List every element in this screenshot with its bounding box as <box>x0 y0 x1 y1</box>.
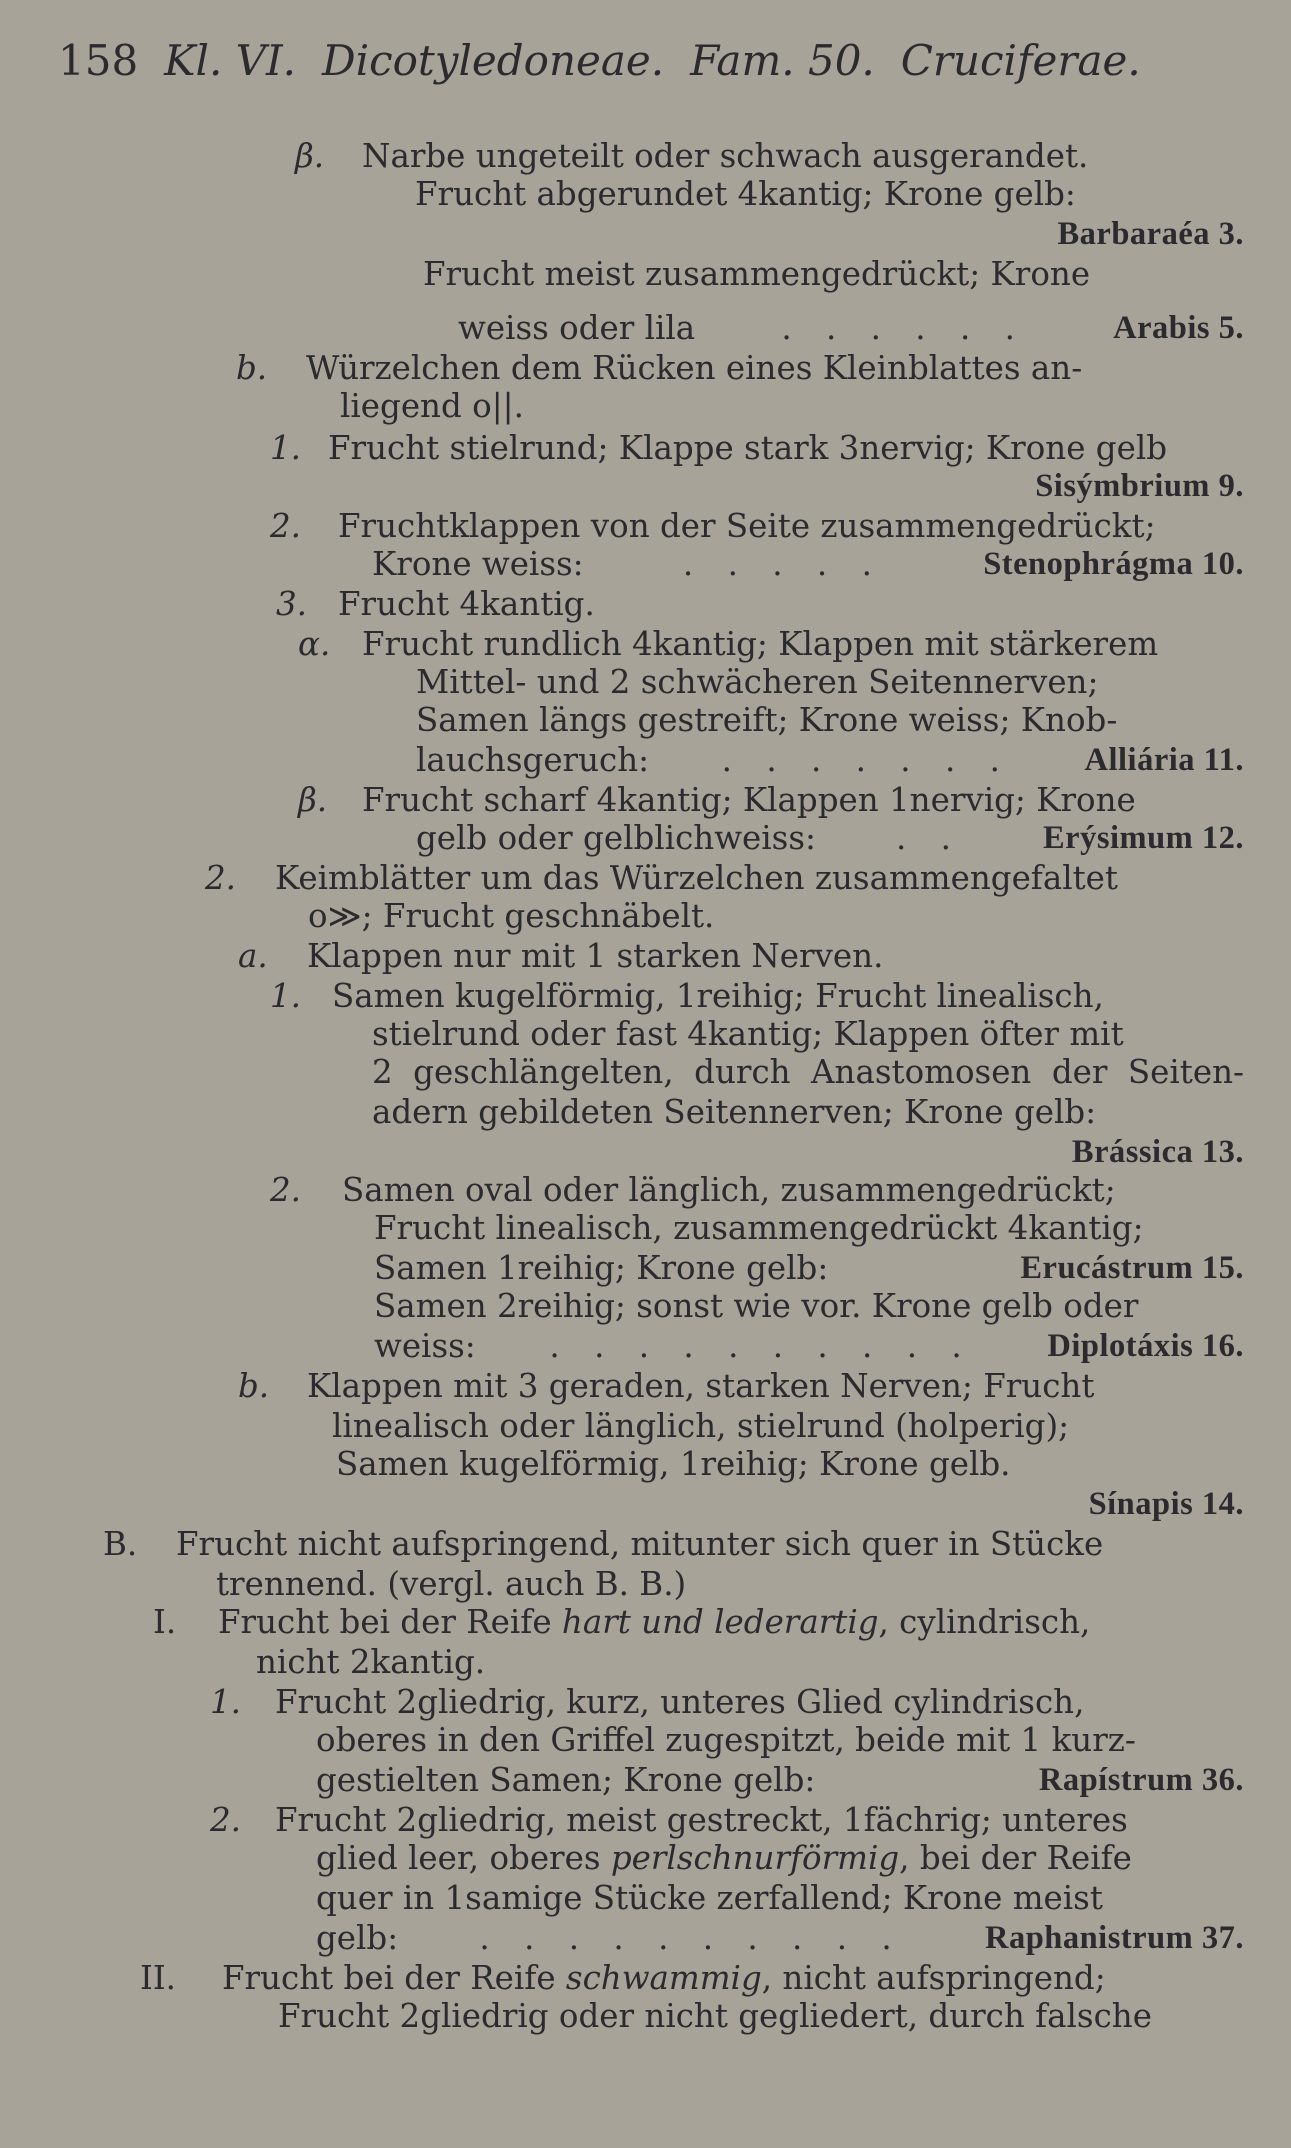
key-line: Samen oval oder länglich, zusammengedrückt; <box>342 1171 1116 1209</box>
key-label: b. <box>236 349 268 387</box>
key-label: 2. <box>270 507 302 545</box>
key-label: I. <box>153 1603 177 1641</box>
key-line: Frucht nicht aufspringend, mitunter sich quer in Stücke <box>176 1525 1104 1563</box>
key-line: Samen 2reihig; sonst wie vor. Krone gelb oder <box>374 1287 1139 1325</box>
key-line: Frucht abgerundet 4kantig; Krone gelb: <box>415 175 1076 213</box>
key-line: Frucht stielrund; Klappe stark 3nervig; Krone gelb <box>328 429 1168 467</box>
genus-name: Raphanistrum 37. <box>984 1920 1244 1956</box>
key-label: b. <box>238 1367 270 1405</box>
genus-name: Stenophrágma 10. <box>983 546 1244 582</box>
genus-name: Brássica 13. <box>1071 1134 1244 1170</box>
leader-dots: . . . . . . . <box>721 741 1012 779</box>
key-line: Frucht 2gliedrig, meist gestreckt, 1fächrig; unteres <box>275 1801 1128 1839</box>
line-text: Frucht bei der Reife <box>218 1603 562 1641</box>
key-line: quer in 1samige Stücke zerfallend; Krone meist <box>316 1879 1103 1917</box>
page-number: 158 <box>58 36 139 85</box>
line-text: , cylindrisch, <box>878 1603 1091 1641</box>
header-division: Dicotyledoneae. <box>321 36 665 85</box>
key-line: Mittel- und 2 schwächeren Seitennerven; <box>416 663 1099 701</box>
key-line: gelb oder gelblichweiss: <box>416 819 816 857</box>
leader-dots: . . . . . . <box>781 309 1027 347</box>
key-line: Samen 1reihig; Krone gelb: <box>374 1249 829 1287</box>
genus-name: Erýsimum 12. <box>1043 820 1244 856</box>
key-line: Fruchtklappen von der Seite zusammengedrückt; <box>338 507 1156 545</box>
key-line <box>316 1839 1132 1877</box>
key-line: Narbe ungeteilt oder schwach ausgerandet. <box>362 137 1089 175</box>
key-line: Frucht linealisch, zusammengedrückt 4kantig; <box>374 1209 1144 1247</box>
key-label: β. <box>295 137 325 175</box>
key-label: 1. <box>270 977 302 1015</box>
key-line: adern gebildeten Seitennerven; Krone gelb: <box>372 1093 1097 1131</box>
key-line <box>222 1959 1106 1997</box>
key-label: B. <box>103 1525 138 1563</box>
genus-name: Arabis 5. <box>1113 310 1244 346</box>
key-line: Frucht scharf 4kantig; Klappen 1nervig; Krone <box>362 781 1136 819</box>
key-line: o≫; Frucht geschnäbelt. <box>308 897 715 935</box>
key-line: gelb: <box>316 1919 399 1957</box>
line-text: , nicht aufspringend; <box>761 1959 1106 1997</box>
key-line: Samen kugelförmig, 1reihig; Frucht linealisch, <box>332 977 1104 1015</box>
key-label: 2. <box>205 859 237 897</box>
key-line: oberes in den Griffel zugespitzt, beide mit 1 kurz- <box>316 1721 1136 1759</box>
key-line: linealisch oder länglich, stielrund (holperig); <box>332 1407 1070 1445</box>
key-label: II. <box>140 1959 177 1997</box>
key-line: Klappen mit 3 geraden, starken Nerven; Frucht <box>307 1367 1095 1405</box>
key-line: Samen kugelförmig, 1reihig; Krone gelb. <box>336 1445 1011 1483</box>
key-label: β. <box>298 781 328 819</box>
key-line: weiss oder lila <box>458 309 696 347</box>
key-line <box>218 1603 1091 1641</box>
key-label: 2. <box>210 1801 242 1839</box>
line-text: Frucht bei der Reife <box>222 1959 566 1997</box>
header-family-name: Cruciferae. <box>900 36 1141 85</box>
genus-name: Erucástrum 15. <box>1020 1250 1244 1286</box>
line-italic: hart und lederartig <box>561 1603 879 1641</box>
key-label: 2. <box>270 1171 302 1209</box>
genus-name: Alliária 11. <box>1084 742 1244 778</box>
key-line: liegend o||. <box>340 387 524 425</box>
leader-dots: . . . . . <box>682 545 884 583</box>
leader-dots: . . <box>895 819 963 857</box>
key-line: stielrund oder fast 4kantig; Klappen öfter mit <box>372 1015 1124 1053</box>
key-line: Frucht 2gliedrig oder nicht gegliedert, durch falsche <box>278 1997 1152 2035</box>
key-line: lauchsgeruch: <box>416 741 650 779</box>
key-line: nicht 2kantig. <box>256 1643 486 1681</box>
key-line: trennend. (vergl. auch B. B.) <box>216 1565 687 1603</box>
key-line: Würzelchen dem Rücken eines Kleinblattes an- <box>306 349 1083 387</box>
genus-name: Barbaraéa 3. <box>1057 216 1244 252</box>
header-family: Fam. 50. <box>690 36 875 85</box>
key-line: weiss: <box>374 1327 476 1365</box>
line-italic: schwammig <box>565 1959 762 1997</box>
key-line: Krone weiss: <box>372 545 584 583</box>
key-line: 2 geschlängelten, durch Anastomosen der Seiten- <box>372 1053 1244 1091</box>
key-label: 3. <box>276 585 308 623</box>
leader-dots: . . . . . . . . . . <box>549 1327 974 1365</box>
key-line: Frucht rundlich 4kantig; Klappen mit stärkerem <box>362 625 1159 663</box>
line-text: glied leer, oberes <box>316 1839 611 1877</box>
key-line: Samen längs gestreift; Krone weiss; Knob- <box>416 701 1118 739</box>
key-label: 1. <box>270 429 302 467</box>
genus-name: Rapístrum 36. <box>1038 1762 1244 1798</box>
key-line: Klappen nur mit 1 starken Nerven. <box>307 937 884 975</box>
line-text: , bei der Reife <box>899 1839 1132 1877</box>
genus-name: Sisýmbrium 9. <box>1035 468 1244 504</box>
header-class: Kl. VI. <box>164 36 296 85</box>
genus-name: Sínapis 14. <box>1088 1486 1244 1522</box>
key-label: a. <box>238 937 268 975</box>
key-line: Frucht 2gliedrig, kurz, unteres Glied cylindrisch, <box>275 1683 1085 1721</box>
key-line: gestielten Samen; Krone gelb: <box>316 1761 816 1799</box>
key-line: Frucht 4kantig. <box>338 585 595 623</box>
key-line: Keimblätter um das Würzelchen zusammengefaltet <box>275 859 1118 897</box>
key-label: α. <box>298 625 331 663</box>
running-header <box>58 36 1141 85</box>
key-line: Frucht meist zusammengedrückt; Krone <box>423 255 1091 293</box>
line-italic: perlschnurförmig <box>610 1839 900 1877</box>
genus-name: Diplotáxis 16. <box>1047 1328 1244 1364</box>
leader-dots: . . . . . . . . . . <box>479 1919 904 1957</box>
key-label: 1. <box>210 1683 242 1721</box>
